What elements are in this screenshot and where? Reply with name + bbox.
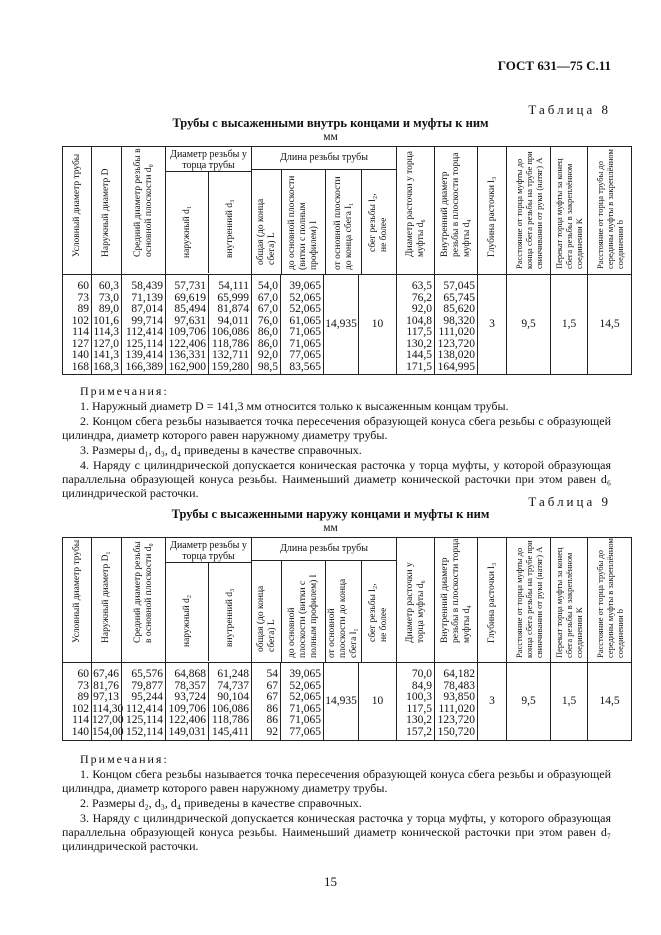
t9-h-from-base: от основной плоскости до конца сбега l₁ [327,578,359,658]
t8-cell: 73 [77,291,89,304]
t9-col-8 [435,663,478,741]
t8-cell: 130,2 [406,337,432,350]
t8-A: 9,5 [507,275,551,375]
t8-col-6 [281,275,324,375]
t8-b: 14,5 [588,275,632,375]
table8-label: Таблица 8 [528,102,611,117]
t9-l1: 14,935 [324,663,359,741]
t8-cell: 67,0 [257,291,278,304]
t9-cell: 130,2 [406,714,432,726]
t9-cell: 79,877 [131,679,163,692]
t8-cell: 127,0 [93,337,119,350]
t8-cell: 139,414 [125,349,163,361]
t9-cell: 78,483 [443,679,475,692]
t9-cell: 77,065 [289,725,321,738]
t9-cell: 89 [77,691,89,703]
t8-cell: 92,0 [411,303,432,315]
t8-note-1: 1. Наружный диаметр D = 141,3 мм относится только к высаженным концам трубы. [80,399,509,413]
t8-cell: 58,439 [131,280,163,292]
t9-cell: 125,114 [126,714,163,726]
t9-h-bore-diam: Диаметр расточки у торца муфты d₆ [404,562,426,643]
t8-cell: 54,0 [257,280,278,292]
t9-cell: 140 [71,725,89,738]
t8-l1: 14,935 [324,275,359,375]
t9-cell: 106,086 [211,702,249,715]
table9 [62,537,632,742]
t8-cell: 65,999 [217,291,249,304]
t9-h-total-len: общая (до конца сбега) L [255,585,277,652]
t9-b: 14,5 [588,663,632,741]
t8-col-4 [209,275,252,375]
t8-h-outer-thread: наружный d₁ [181,205,192,258]
table8-title: Трубы с высаженными внутрь концами и муфты к ним [172,116,489,130]
t9-col-1 [92,663,122,741]
t9-cell: 67,46 [93,668,119,680]
t9-cell: 114,30 [92,702,124,715]
t8-cell: 52,065 [289,303,321,315]
t9-cell: 67 [266,691,278,703]
t9-cell: 122,406 [168,714,206,726]
t8-col-2 [122,275,166,375]
t8-cell: 85,620 [443,303,475,315]
t9-col-6 [281,663,324,741]
t8-cell: 138,020 [437,349,475,361]
t9-cell: 64,182 [443,668,475,680]
t8-cell: 63,5 [411,280,432,292]
t8-col-0 [63,275,92,375]
t8-l2: 10 [359,275,397,375]
t8-cell: 144,5 [406,349,432,361]
t8-cell: 61,065 [289,314,321,327]
t9-cell: 64,868 [174,668,206,680]
t9-cell: 109,706 [168,702,206,715]
t9-cell: 86 [266,714,278,726]
t8-K: 1,5 [551,275,588,375]
t8-notes-title: Примечания: [80,384,169,398]
t8-cell: 94,011 [217,314,249,327]
t8-cell: 140 [71,349,89,361]
t9-cell: 157,2 [406,725,432,738]
t9-A: 9,5 [507,663,551,741]
t9-note-1: 1. Концом сбега резьбы называется точка пересечения образующей конуса сбега резьбы и образующей цилиндра, диаметр которого равен наружному диаметру трубы. [62,767,611,795]
t9-h-mean-diam: Средний диаметр резьбы в основной плоскости d₀ [132,541,154,643]
t8-col-3 [166,275,209,375]
t8-note-2: 2. Концом сбега резьбы называется точка пересечения образующей конуса сбега резьбы с образующей цилиндра, диаметр которого равен наружному диаметру трубы. [62,414,611,442]
t9-h-cond-diam: Условный диаметр трубы [71,539,82,643]
t9-body [63,663,632,741]
t9-h-dist-end: Расстояние от торца муфты до конца сбега резьбы на трубе при свинчивании от руки (натяг) A [513,540,544,658]
t8-h-length-group: Длина резьбы трубы [252,147,396,170]
t8-cell: 141,3 [93,349,119,361]
t9-cell: 65,576 [131,668,163,680]
t8-cell: 127 [71,337,89,350]
t8-h-base-len: до основной плоскости (витки с полным профилем) l [287,175,319,270]
t9-cell: 93,850 [443,691,475,703]
t8-h-overlap: Перекат торца муфты за конец сбега резьбы в закреплённом соединении K [554,158,584,269]
t8-h-thread-group: Диаметр резьбы у торца трубы [166,147,251,172]
t8-cell: 98,320 [443,314,475,327]
t8-cell: 136,331 [168,349,206,361]
t9-h-outer-diam: Наружный диаметр D₁ [101,551,111,643]
t8-l3: 3 [478,275,507,375]
t8-cell: 168,3 [93,360,119,373]
t9-cell: 39,065 [289,668,321,680]
t9-h-dist-mid: Расстояние от торца трубы до середины муфты в закреплённом соединении b [594,538,625,658]
t9-h-length-group: Длина резьбы трубы [252,538,396,561]
t8-cell: 97,631 [174,314,206,327]
t9-cell: 127,00 [92,714,124,726]
t9-col-3 [166,663,209,741]
t9-h-inner-thread: внутренний d₃ [224,588,235,647]
t8-h-mean-diam: Средний диаметр резьбы в основной плоскости d₀ [132,148,154,257]
t9-h-thread-group: Диаметр резьбы у торца трубы [166,538,251,563]
t9-cell: 73 [77,679,89,692]
t8-cell: 114 [72,326,89,338]
t8-h-total-len: общая (до конца сбега) L [255,198,277,265]
t8-cell: 166,389 [125,360,163,373]
t9-note-3: 3. Наряду с цилиндрической допускается коническая расточка у торца муфты, у которого образующая параллельна образующей конуса резьбы. Наименьший диаметр конической расточки при этом равен d₇ цилиндрической расточки. [62,811,611,853]
t8-cell: 106,086 [211,326,249,338]
t8-cell: 76,0 [257,314,278,327]
t8-cell: 114,3 [93,326,119,338]
t8-h-outer-diam: Наружный диаметр D [101,168,111,257]
t9-cell: 90,104 [217,691,249,703]
t9-cell: 118,786 [212,714,249,726]
t9-cell: 117,5 [406,702,432,715]
t9-col-0 [63,663,92,741]
t9-note-2: 2. Размеры d₂, d₃, d₄ приведены в качестве справочных. [80,796,362,810]
t8-h-bore-diam: Диаметр расточки у торца муфты d₆ [404,151,426,257]
t8-h-dist-end: Расстояние от торца муфты до конца сбега резьбы на трубе при свинчивании от руки (натяг) A [513,151,544,269]
t8-cell: 60,3 [98,280,119,292]
t8-cell: 69,619 [174,291,206,304]
page-number: 15 [324,874,337,889]
t8-cell: 85,494 [174,303,206,315]
t8-h-from-base: от основной плоскости до конца сбега l₁ [332,175,354,270]
t8-col-1 [92,275,122,375]
t9-cell: 52,065 [289,691,321,703]
t9-cell: 154,00 [92,725,124,738]
t8-cell: 67,0 [257,303,278,315]
t9-cell: 95,244 [131,691,163,703]
t8-body [63,275,632,375]
table8 [62,146,632,376]
t9-h-outer-thread: наружный d₂ [181,594,192,647]
table9-unit: мм [323,522,338,534]
t8-cell: 89 [77,303,89,315]
t8-h-cond-diam: Условный диаметр трубы [71,153,82,257]
t8-cell: 109,706 [168,326,206,338]
t9-col-5 [252,663,281,741]
t9-notes-title: Примечания: [80,752,169,766]
t8-cell: 83,565 [289,360,321,373]
t8-cell: 52,065 [289,291,321,304]
table9-notes [62,752,611,854]
t8-cell: 111,020 [438,326,475,338]
t8-h-dist-mid: Расстояние от торца трубы до середины муфты в закреплённом соединении b [594,149,625,269]
t8-cell: 98,5 [257,360,278,373]
t8-cell: 102 [71,314,89,327]
t8-note-3: 3. Размеры d₁, d₃, d₄ приведены в качестве справочных. [80,443,362,457]
t8-cell: 87,014 [131,303,163,315]
t9-cell: 54 [266,668,278,680]
t9-col-4 [209,663,252,741]
t9-cell: 86 [266,702,278,715]
t8-cell: 118,786 [212,337,249,350]
t9-cell: 67 [266,679,278,692]
t8-cell: 125,114 [126,337,163,350]
t8-cell: 86,0 [257,337,278,350]
t8-cell: 73,0 [98,291,119,304]
t8-cell: 123,720 [437,337,475,350]
table8-unit: мм [323,131,338,143]
t8-cell: 60 [77,280,89,292]
t8-cell: 164,995 [437,360,475,373]
t9-cell: 145,411 [212,725,249,738]
t9-h-inner-coupling: Внутренний диаметр резьбы в плоскости торца муфты d₄ [439,538,472,643]
t9-cell: 71,065 [289,714,321,726]
t8-h-inner-thread: внутренний d₃ [224,199,235,258]
t9-col-7 [397,663,435,741]
t8-cell: 57,731 [174,280,206,292]
t9-cell: 61,248 [217,668,249,680]
t8-cell: 171,5 [406,360,432,373]
t8-h-inner-coupling: Внутренний диаметр резьбы в плоскости торца муфты d₄ [439,152,472,257]
t8-cell: 71,139 [131,291,163,304]
t9-cell: 81,76 [93,679,119,692]
t9-cell: 111,020 [438,702,475,715]
t9-h-overlap: Перекат торца муфты за конец сбега резьбы в закреплённом соединении K [554,547,584,658]
t8-cell: 92,0 [257,349,278,361]
page-header: ГОСТ 631—75 С.11 [497,58,611,73]
table8-notes [62,384,611,501]
t8-col-7 [397,275,435,375]
t9-cell: 52,065 [289,679,321,692]
t8-cell: 117,5 [406,326,432,338]
t8-cell: 99,714 [131,314,163,327]
t9-cell: 74,737 [217,679,249,692]
t9-cell: 60 [77,668,89,680]
t9-K: 1,5 [551,663,588,741]
t8-cell: 76,2 [411,291,432,304]
t9-cell: 100,3 [406,691,432,703]
t9-col-2 [122,663,166,741]
t9-cell: 102 [71,702,89,715]
t9-cell: 84,9 [411,679,432,692]
t8-cell: 101,6 [93,314,119,327]
t9-h-bore-depth: Глубина расточки l₃ [486,562,497,643]
t8-cell: 54,111 [218,280,249,292]
t9-l2: 10 [359,663,397,741]
t8-cell: 168 [71,360,89,373]
t8-cell: 81,874 [217,303,249,315]
t9-cell: 123,720 [437,714,475,726]
t8-cell: 65,745 [443,291,475,304]
t9-cell: 149,031 [168,725,206,738]
table9-label: Таблица 9 [528,494,611,509]
t8-cell: 89,0 [98,303,119,315]
t8-h-bore-depth: Глубина расточки l₃ [486,176,497,257]
t9-cell: 93,724 [174,691,206,703]
t8-cell: 77,065 [289,349,321,361]
t8-cell: 57,045 [443,280,475,292]
t8-cell: 132,711 [212,349,249,361]
t9-l3: 3 [478,663,507,741]
t9-cell: 150,720 [437,725,475,738]
t8-col-5 [252,275,281,375]
t9-cell: 97,13 [93,691,119,703]
t8-cell: 104,8 [406,314,432,327]
t9-h-runout: сбег резьбы l₂, не более [368,582,389,642]
t8-cell: 86,0 [257,326,278,338]
t8-h-runout: сбег резьбы l₂, не более [368,193,389,252]
t8-cell: 112,414 [126,326,163,338]
t8-cell: 122,406 [168,337,206,350]
t9-cell: 71,065 [289,702,321,715]
t9-cell: 114 [72,714,89,726]
t9-cell: 152,114 [126,725,163,738]
t8-cell: 71,065 [289,337,321,350]
t9-cell: 78,357 [174,679,206,692]
t9-h-base-len: до основной плоскости (витки с полным профилем) l [287,574,319,658]
table9-title: Трубы с высаженными наружу концами и муфты к ним [171,507,490,521]
t8-col-8 [435,275,478,375]
t8-cell: 162,900 [168,360,206,373]
t8-cell: 71,065 [289,326,321,338]
t9-cell: 112,414 [126,702,163,715]
t8-cell: 159,280 [211,360,249,373]
t8-cell: 39,065 [289,280,321,292]
t8-note-4: 4. Наряду с цилиндрической допускается коническая расточка у торца муфты, у которой образующая параллельна образующей конуса резьбы. Наименьший диаметр конической расточки при этом равен d₆ цилиндрической расточки. [62,458,611,500]
t9-cell: 92 [266,725,278,738]
t9-cell: 70,0 [411,668,432,680]
